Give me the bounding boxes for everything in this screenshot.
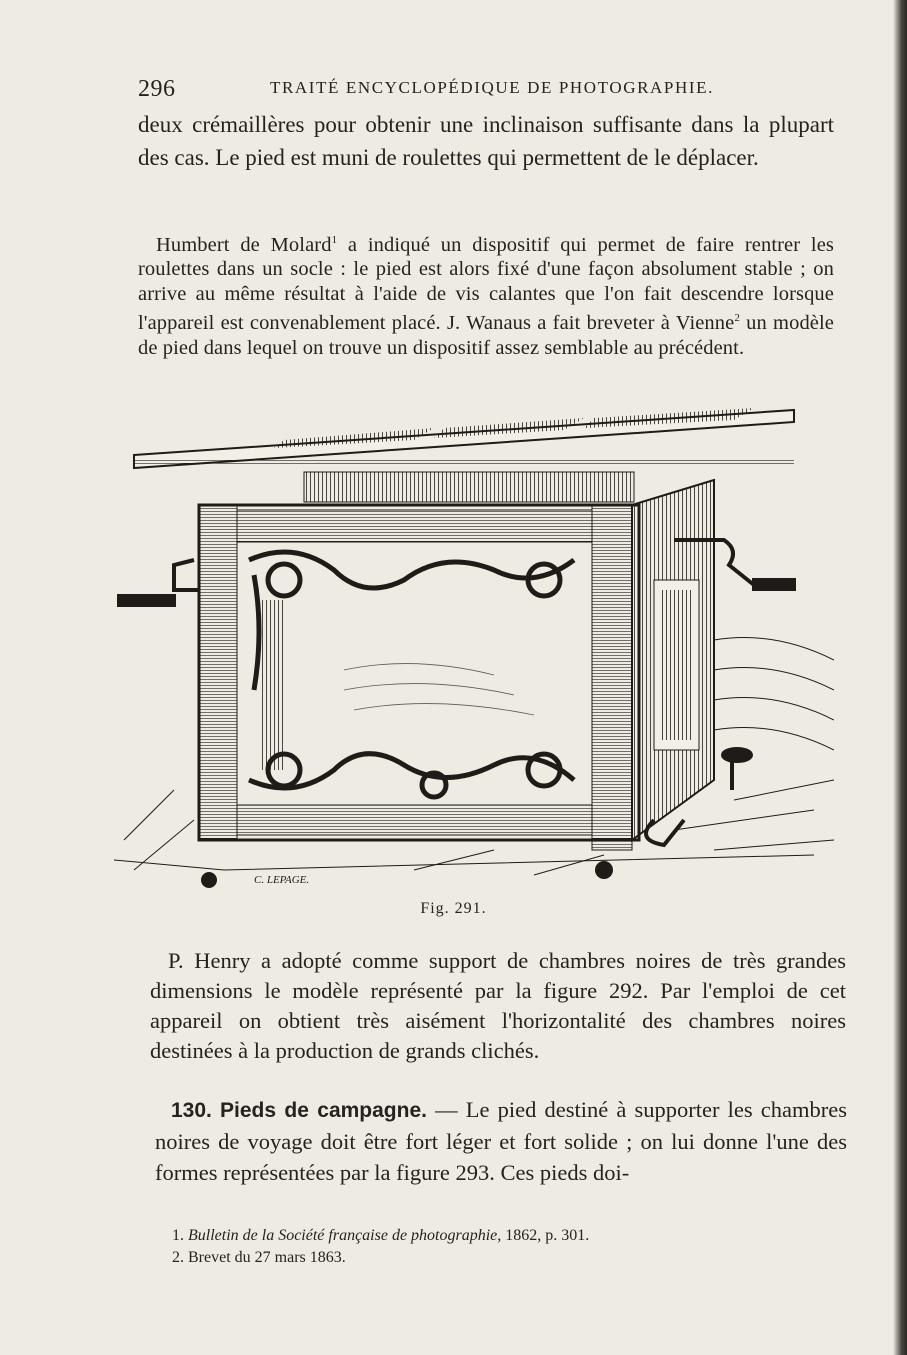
- footnote-1-title: Bulletin de la Société française de photographie: [188, 1227, 498, 1244]
- footnote-ref-1: 1: [331, 234, 338, 246]
- paragraph-2: [138, 228, 834, 360]
- footnotes: [172, 1225, 812, 1269]
- camera-stand-engraving: [114, 400, 834, 900]
- paragraph-2-text-b: a indiqué un dispositif qui permet de faire rentrer les roulettes dans un socle : le pied est alors fixé d'une façon absolument stable ; on arrive au même résultat à l'aide de vis calantes que l'on fait descendre lorsque l'appareil est convenablement placé. J. Wanaus a fait breveter à Vienne: [138, 233, 834, 335]
- caster-right: [595, 861, 613, 879]
- paragraph-2-text-c: un modèle de pied dans lequel on trouve un dispositif assez semblable au précédent.: [138, 312, 834, 359]
- footnote-1-number: 1.: [172, 1227, 184, 1244]
- figure-caption: Fig. 291.: [420, 900, 487, 917]
- footnote-1-rest: , 1862, p. 301.: [497, 1227, 590, 1244]
- section-number: 130.: [171, 1099, 212, 1122]
- figure-291: [114, 400, 834, 900]
- footnote-ref-2: 2: [734, 312, 740, 325]
- header-title: TRAITÉ ENCYCLOPÉDIQUE DE PHOTOGRAPHIE.: [270, 78, 714, 97]
- caster-left: [201, 872, 217, 888]
- ornamental-scrollwork: [249, 552, 574, 797]
- engraver-signature: C. LEPAGE.: [254, 874, 310, 886]
- page-edge-shadow: [893, 0, 907, 1355]
- section-title: Pieds de campagne.: [220, 1099, 427, 1122]
- paragraph-4-text: — Le pied destiné à supporter les chambres noires de voyage doit être fort léger et fort solide ; on lui donne l'une des formes représentées par la figure 293. Ces pieds doi-: [155, 1097, 848, 1185]
- paragraph-2-text-a: Humbert de Molard: [156, 233, 332, 256]
- page-number: 296: [138, 76, 176, 102]
- paragraph-3: [150, 946, 846, 1066]
- footnote-2: [172, 1247, 812, 1269]
- footnote-2-text: Brevet du 27 mars 1863.: [188, 1249, 346, 1266]
- running-head: [138, 72, 828, 106]
- paragraph-4: [155, 1094, 847, 1188]
- paragraph-1: deux crémaillères pour obtenir une inclinaison suffisante dans la plupart des cas. Le pied est muni de roulettes qui permettent de le déplacer.: [138, 112, 834, 170]
- footnote-2-number: 2.: [172, 1249, 184, 1266]
- footnote-1: [172, 1225, 812, 1247]
- paragraph-3-text: P. Henry a adopté comme support de chambres noires de très grandes dimensions le modèle représenté par la figure 292. Par l'emploi de cet appareil on obtient très aisément l'horizontalité des chambres noires destinées à la production de grands clichés.: [150, 948, 846, 1063]
